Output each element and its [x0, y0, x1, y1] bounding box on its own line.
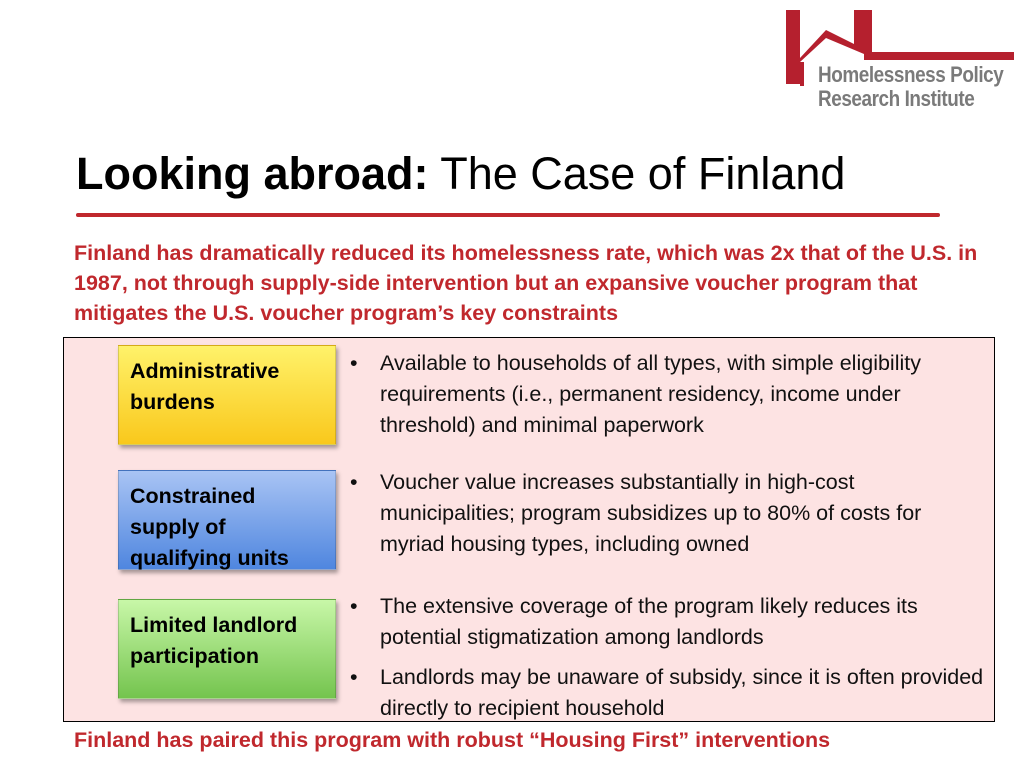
comparison-panel	[63, 337, 995, 722]
constraint-box-administrative: Administrative burdens	[118, 345, 336, 445]
logo-line-1: Homelessness Policy	[818, 62, 1004, 87]
bullet-list-administrative	[348, 348, 988, 441]
logo-line-2: Research Institute	[818, 86, 975, 111]
page-title	[76, 148, 845, 200]
bullet-item: • Voucher value increases substantially in high-cost municipalities; program subsidizes up to 80% of costs for myriad housing types, including owned	[348, 467, 988, 560]
constraint-box-landlord: Limited landlord participation	[118, 599, 336, 699]
title-bold: Looking abroad:	[76, 148, 429, 199]
intro-text: Finland has dramatically reduced its homelessness rate, which was 2x that of the U.S. in 1987, not through supply-side intervention but an expansive voucher program that mitigates the U.S. voucher program’s key constraints	[74, 241, 978, 325]
bullet-item: • Landlords may be unaware of subsidy, since it is often provided directly to recipient household	[348, 662, 988, 724]
logo	[786, 6, 1016, 116]
bullet-list-landlord	[348, 591, 988, 724]
title-underline	[76, 213, 940, 217]
constraint-box-supply: Constrained supply of qualifying units	[118, 470, 336, 570]
bullet-item: • The extensive coverage of the program likely reduces its potential stigmatization among landlords	[348, 591, 988, 653]
bullet-item: • Available to households of all types, with simple eligibility requirements (i.e., permanent residency, income under threshold) and minimal paperwork	[348, 348, 988, 441]
footer-note: Finland has paired this program with robust “Housing First” interventions	[74, 728, 831, 752]
title-rest: The Case of Finland	[440, 148, 846, 199]
bullet-list-supply	[348, 467, 988, 560]
